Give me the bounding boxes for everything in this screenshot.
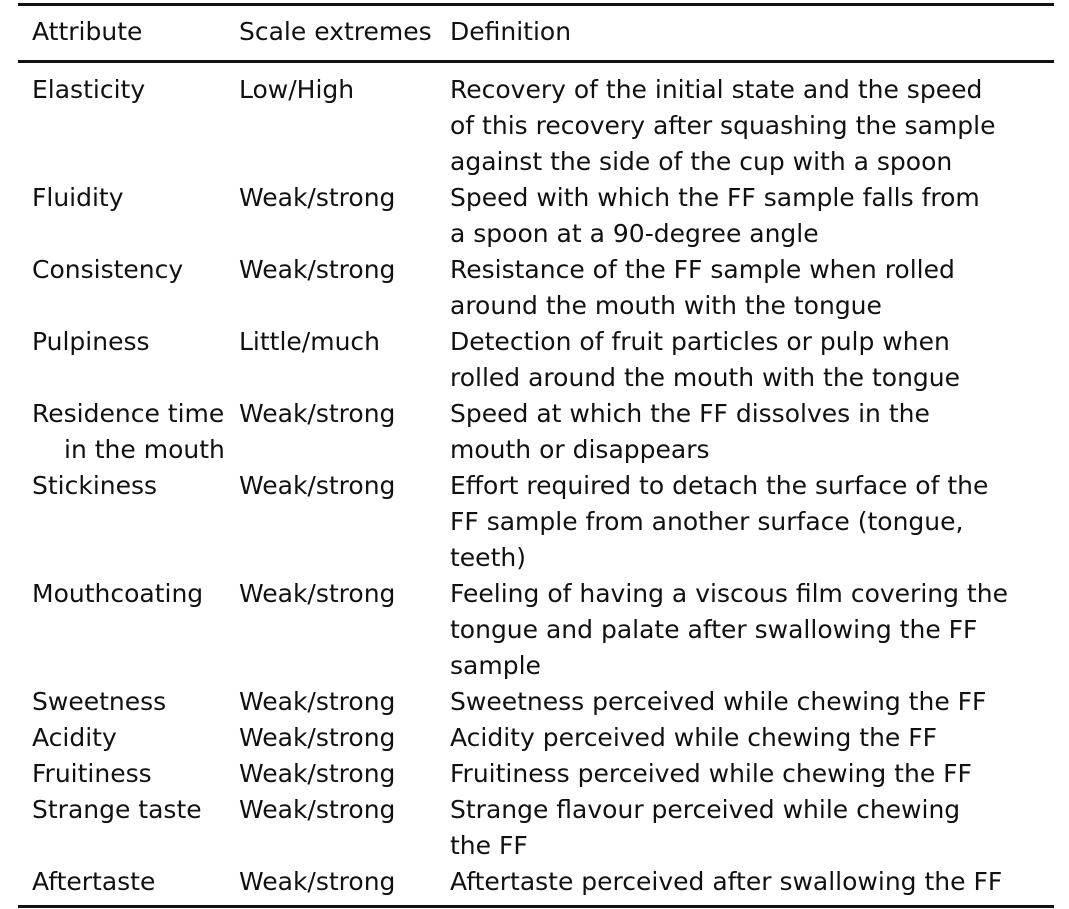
table-row xyxy=(18,324,1054,396)
cell-attribute: Elasticity xyxy=(32,75,146,104)
cell-attribute: Sweetness xyxy=(32,687,167,716)
cell-definition-line: Feeling of having a viscous film covering the xyxy=(450,579,1008,608)
cell-attribute xyxy=(18,396,239,468)
cell-definition xyxy=(450,720,1054,756)
cell-definition xyxy=(450,468,1054,576)
table-row xyxy=(18,396,1054,468)
header-row xyxy=(18,6,1054,60)
cell-attribute: Acidity xyxy=(32,723,117,752)
cell-definition xyxy=(450,252,1054,324)
cell-attribute: Strange taste xyxy=(32,795,202,824)
cell-definition-line: Recovery of the initial state and the speed xyxy=(450,75,983,104)
bottom-rule xyxy=(18,905,1054,908)
cell-definition-line: Strange flavour perceived while chewing xyxy=(450,795,961,824)
table-row xyxy=(18,864,1054,905)
table-row xyxy=(18,684,1054,720)
cell-definition xyxy=(450,324,1054,396)
cell-definition-line: a spoon at a 90-degree angle xyxy=(450,219,819,248)
cell-scale-extremes: Low/High xyxy=(239,75,355,104)
table-row xyxy=(18,252,1054,324)
sensory-attributes-table xyxy=(18,3,1054,908)
cell-definition-line: sample xyxy=(450,651,541,680)
cell-definition-line: Aftertaste perceived after swallowing the FF xyxy=(450,867,1003,896)
cell-definition xyxy=(450,63,1054,180)
header-attribute: Attribute xyxy=(32,17,143,46)
cell-definition xyxy=(450,180,1054,252)
header-definition: Definition xyxy=(450,17,572,46)
cell-definition-line: Detection of fruit particles or pulp when xyxy=(450,327,950,356)
cell-definition-line: Resistance of the FF sample when rolled xyxy=(450,255,955,284)
attributes-table-body xyxy=(18,63,1054,905)
cell-definition xyxy=(450,684,1054,720)
cell-definition-line: of this recovery after squashing the sample xyxy=(450,111,996,140)
cell-definition xyxy=(450,756,1054,792)
cell-definition xyxy=(450,864,1054,905)
cell-scale-extremes: Weak/strong xyxy=(239,687,396,716)
header-scale-extremes: Scale extremes xyxy=(239,17,432,46)
cell-attribute: Aftertaste xyxy=(32,867,156,896)
cell-attribute: Pulpiness xyxy=(32,327,150,356)
cell-attribute: Stickiness xyxy=(32,471,158,500)
table-body xyxy=(18,63,1054,905)
cell-definition xyxy=(450,792,1054,864)
table-row xyxy=(18,180,1054,252)
cell-definition xyxy=(450,576,1054,684)
cell-attribute-line: in the mouth xyxy=(64,435,225,464)
cell-definition-line: against the side of the cup with a spoon xyxy=(450,147,953,176)
cell-scale-extremes: Weak/strong xyxy=(239,399,396,428)
cell-scale-extremes: Weak/strong xyxy=(239,183,396,212)
attributes-table xyxy=(18,6,1054,60)
cell-definition-line: around the mouth with the tongue xyxy=(450,291,882,320)
table-row xyxy=(18,720,1054,756)
cell-definition-line: FF sample from another surface (tongue, xyxy=(450,507,964,536)
cell-scale-extremes: Weak/strong xyxy=(239,867,396,896)
cell-definition-line: Speed with which the FF sample falls from xyxy=(450,183,980,212)
cell-definition-line: Sweetness perceived while chewing the FF xyxy=(450,687,987,716)
cell-definition-line: Fruitiness perceived while chewing the FF xyxy=(450,759,972,788)
cell-definition-line: tongue and palate after swallowing the FF xyxy=(450,615,978,644)
cell-scale-extremes: Little/much xyxy=(239,327,381,356)
table-header xyxy=(18,6,1054,60)
cell-attribute: Consistency xyxy=(32,255,184,284)
cell-scale-extremes: Weak/strong xyxy=(239,471,396,500)
cell-attribute: Fluidity xyxy=(32,183,124,212)
cell-attribute: Fruitiness xyxy=(32,759,152,788)
cell-definition-line: mouth or disappears xyxy=(450,435,710,464)
cell-scale-extremes: Weak/strong xyxy=(239,579,396,608)
table-row xyxy=(18,792,1054,864)
cell-definition-line: Speed at which the FF dissolves in the xyxy=(450,399,930,428)
cell-definition-line: Acidity perceived while chewing the FF xyxy=(450,723,938,752)
cell-scale-extremes: Weak/strong xyxy=(239,795,396,824)
table-row xyxy=(18,63,1054,180)
cell-scale-extremes: Weak/strong xyxy=(239,759,396,788)
cell-attribute-line: Residence time xyxy=(32,399,225,428)
table-row xyxy=(18,756,1054,792)
table-row xyxy=(18,468,1054,576)
cell-definition-line: Effort required to detach the surface of the xyxy=(450,471,989,500)
cell-definition-line: teeth) xyxy=(450,543,526,572)
cell-definition xyxy=(450,396,1054,468)
cell-scale-extremes: Weak/strong xyxy=(239,723,396,752)
cell-scale-extremes: Weak/strong xyxy=(239,255,396,284)
cell-definition-line: rolled around the mouth with the tongue xyxy=(450,363,961,392)
table-row xyxy=(18,576,1054,684)
cell-attribute: Mouthcoating xyxy=(32,579,204,608)
cell-definition-line: the FF xyxy=(450,831,528,860)
